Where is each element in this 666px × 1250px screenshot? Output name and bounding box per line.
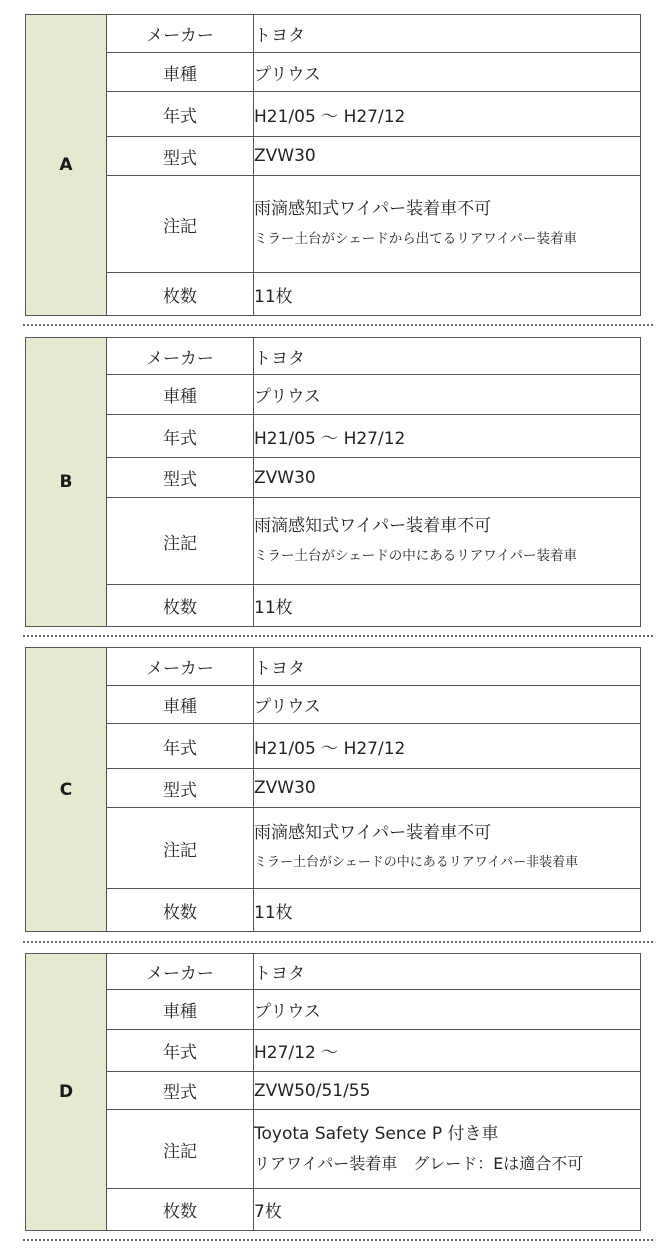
- spec-table-b: [25, 337, 641, 626]
- note-label: 注記: [107, 1110, 254, 1189]
- note-sub-text: ミラー土台がシェードの中にあるリアワイパー非装着車: [254, 855, 579, 870]
- note-value: [254, 808, 641, 889]
- type-label: 型式: [107, 1072, 254, 1110]
- count-value: 7枚: [254, 1189, 641, 1231]
- note-value: [254, 1110, 641, 1189]
- model-value: プリウス: [254, 53, 641, 92]
- variant-letter-a: A: [26, 15, 107, 316]
- type-label: 型式: [107, 769, 254, 808]
- note-main-text: Toyota Safety Sence P 付き車: [254, 1124, 499, 1144]
- count-value: 11枚: [254, 585, 641, 627]
- count-label: 枚数: [107, 273, 254, 316]
- maker-value: トヨタ: [254, 648, 641, 686]
- variant-letter-b: B: [26, 338, 107, 627]
- type-value: ZVW30: [254, 458, 641, 498]
- type-value: ZVW30: [254, 769, 641, 808]
- year-value: H27/12 ～: [254, 1030, 641, 1072]
- spec-table-d: [25, 953, 641, 1230]
- year-label: 年式: [107, 724, 254, 769]
- variant-letter-d: D: [26, 954, 107, 1231]
- maker-value: トヨタ: [254, 954, 641, 990]
- spec-table-a: [25, 14, 641, 315]
- year-value: H21/05 ～ H27/12: [254, 724, 641, 769]
- model-label: 車種: [107, 53, 254, 92]
- variant-letter-c: C: [26, 648, 107, 932]
- type-label: 型式: [107, 458, 254, 498]
- type-value: ZVW30: [254, 137, 641, 176]
- dotted-separator: [23, 1239, 653, 1241]
- model-value: プリウス: [254, 686, 641, 724]
- maker-label: メーカー: [107, 954, 254, 990]
- model-value: プリウス: [254, 990, 641, 1030]
- model-label: 車種: [107, 990, 254, 1030]
- spec-table-c: [25, 647, 641, 931]
- count-label: 枚数: [107, 889, 254, 932]
- note-sub-text: ミラー土台がシェードの中にあるリアワイパー装着車: [254, 548, 578, 564]
- maker-label: メーカー: [107, 648, 254, 686]
- note-sub-text: ミラー土台がシェードから出てるリアワイパー装着車: [254, 231, 578, 247]
- note-value: [254, 176, 641, 273]
- type-value: ZVW50/51/55: [254, 1072, 641, 1110]
- count-label: 枚数: [107, 585, 254, 627]
- note-label: 注記: [107, 808, 254, 889]
- count-value: 11枚: [254, 273, 641, 316]
- dotted-separator: [23, 324, 653, 326]
- note-value: [254, 498, 641, 585]
- model-label: 車種: [107, 686, 254, 724]
- maker-label: メーカー: [107, 338, 254, 375]
- model-value: プリウス: [254, 375, 641, 415]
- year-label: 年式: [107, 92, 254, 137]
- dotted-separator: [23, 635, 653, 637]
- note-label: 注記: [107, 176, 254, 273]
- note-sub-text: リアワイパー装着車 グレード：Eは適合不可: [254, 1154, 584, 1173]
- year-value: H21/05 ～ H27/12: [254, 415, 641, 458]
- year-value: H21/05 ～ H27/12: [254, 92, 641, 137]
- count-value: 11枚: [254, 889, 641, 932]
- note-label: 注記: [107, 498, 254, 585]
- maker-label: メーカー: [107, 15, 254, 53]
- type-label: 型式: [107, 137, 254, 176]
- year-label: 年式: [107, 1030, 254, 1072]
- count-label: 枚数: [107, 1189, 254, 1231]
- maker-value: トヨタ: [254, 15, 641, 53]
- year-label: 年式: [107, 415, 254, 458]
- note-main-text: 雨滴感知式ワイパー装着車不可: [254, 823, 492, 843]
- model-label: 車種: [107, 375, 254, 415]
- dotted-separator: [23, 941, 653, 943]
- maker-value: トヨタ: [254, 338, 641, 375]
- note-main-text: 雨滴感知式ワイパー装着車不可: [254, 516, 492, 536]
- note-main-text: 雨滴感知式ワイパー装着車不可: [254, 199, 492, 219]
